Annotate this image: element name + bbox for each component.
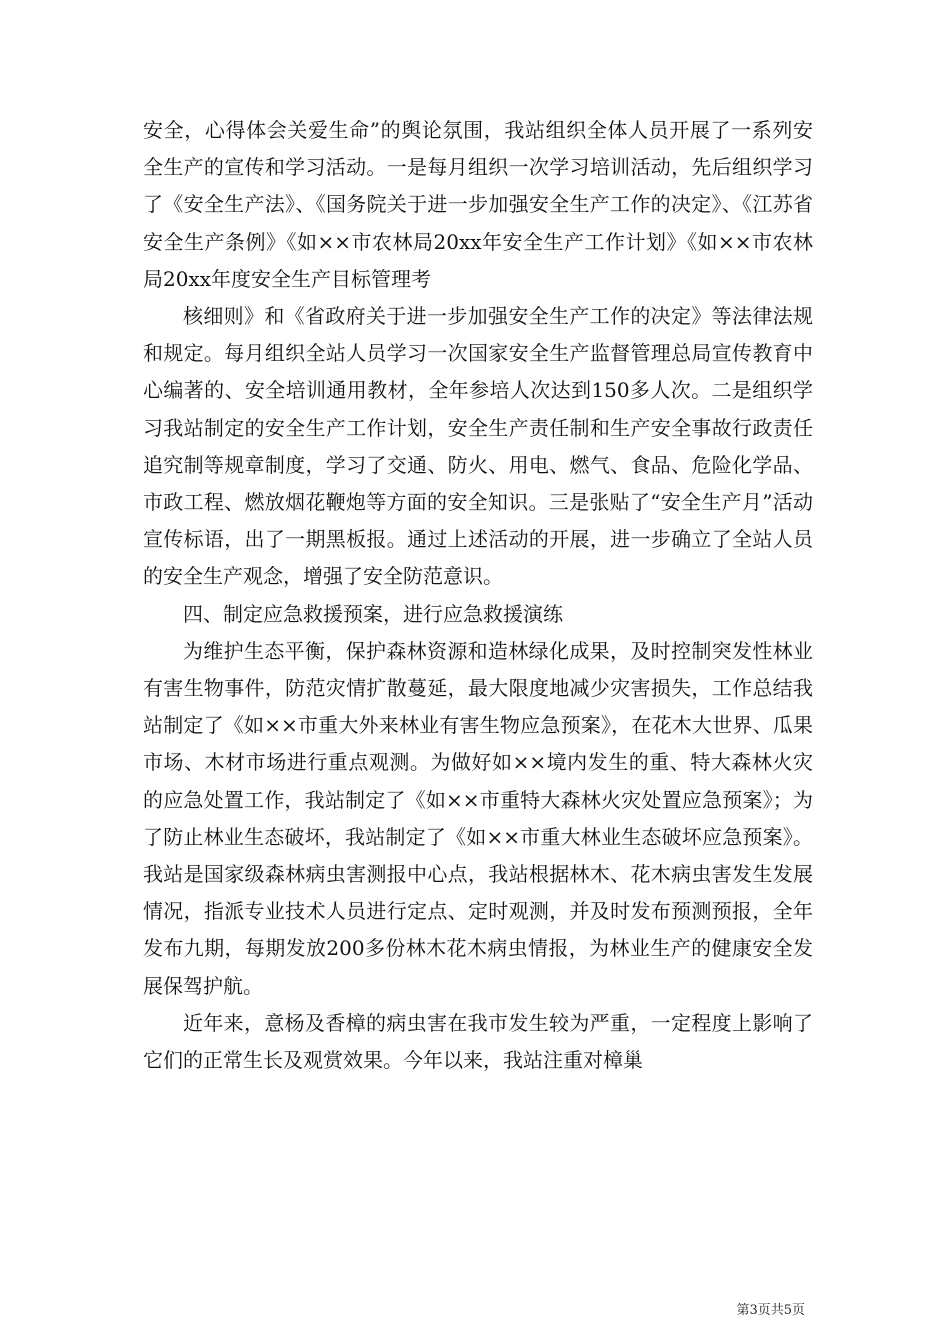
- paragraph-4: 近年来，意杨及香樟的病虫害在我市发生较为严重，一定程度上影响了它们的正常生长及观赏效果。今年以来，我站注重对樟巢: [143, 1010, 813, 1073]
- section-heading-4: 四、制定应急救援预案，进行应急救援演练: [183, 601, 563, 626]
- document-body: [143, 112, 813, 1079]
- page-number-footer: 第3页共5页: [736, 1303, 805, 1318]
- paragraph-2: 核细则》和《省政府关于进一步加强安全生产工作的决定》等法律法规和规定。每月组织全站人员学习一次国家安全生产监督管理总局宣传教育中心编著的、安全培训通用教材，全年参培人次达到150多人次。二是组织学习我站制定的安全生产工作计划，安全生产责任制和生产安全事故行政责任追究制等规章制度，学习了交通、防火、用电、燃气、食品、危险化学品、市政工程、燃放烟花鞭炮等方面的安全知识。三是张贴了“安全生产月”活动宣传标语，出了一期黑板报。通过上述活动的开展，进一步确立了全站人员的安全生产观念，增强了安全防范意识。: [143, 304, 813, 589]
- paragraph-3: 为维护生态平衡，保护森林资源和造林绿化成果，及时控制突发性林业有害生物事件，防范灾情扩散蔓延，最大限度地减少灾害损失，工作总结我站制定了《如××市重大外来林业有害生物应急预案》，在花木大世界、瓜果市场、木材市场进行重点观测。为做好如××境内发生的重、特大森林火灾的应急处置工作，我站制定了《如××市重特大森林火灾处置应急预案》；为了防止林业生态破坏，我站制定了《如××市重大林业生态破坏应急预案》。我站是国家级森林病虫害测报中心点，我站根据林木、花木病虫害发生发展情况，指派专业技术人员进行定点、定时观测，并及时发布预测预报，全年发布九期，每期发放200多份林木花木病虫情报，为林业生产的健康安全发展保驾护航。: [143, 638, 813, 998]
- paragraph-1: 安全，心得体会关爱生命”的舆论氛围，我站组织全体人员开展了一系列安全生产的宣传和学习活动。一是每月组织一次学习培训活动，先后组织学习了《安全生产法》、《国务院关于进一步加强安全生产工作的决定》、《江苏省安全生产条例》《如××市农林局20xx年安全生产工作计划》《如××市农林局20xx年度安全生产目标管理考: [143, 118, 813, 291]
